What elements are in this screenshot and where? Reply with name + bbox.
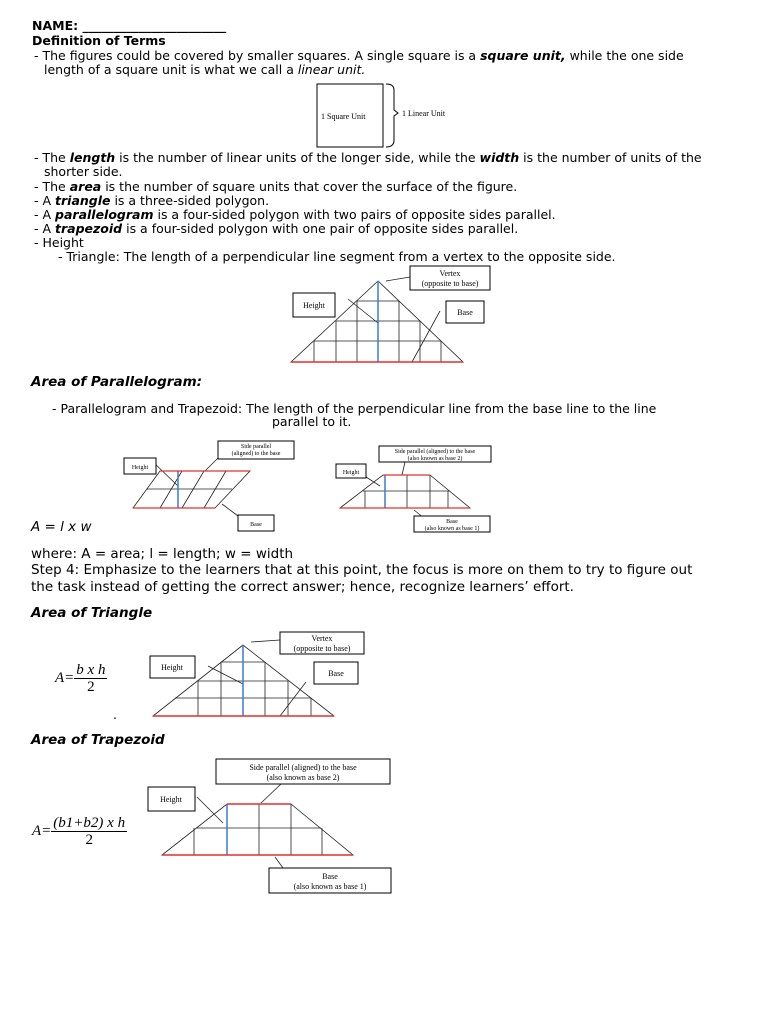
definition-parallelogram: - A parallelogram is a four-sided polygon with two pairs of opposite sides parallel. (34, 207, 556, 222)
parallelogram-side-sub-label: (aligned) to the base (231, 451, 281, 457)
parallelogram-desc-2: parallel to it. (272, 414, 352, 429)
name-label: NAME: _______________________ (32, 18, 227, 33)
trapezoid-small-base-sub-label: (also known as base 1) (424, 526, 480, 532)
definition-height-triangle: - Triangle: The length of a perpendicular line segment from a vertex to the opposite side. (58, 249, 616, 264)
trapezoid-side-label: Side parallel (aligned) to the base (249, 763, 357, 772)
intro-line-1: - The figures could be covered by smaller squares. A single square is a square unit, while the one side (34, 48, 684, 63)
parallelogram-desc-1: - Parallelogram and Trapezoid: The length of the perpendicular line from the base line to the line (52, 401, 657, 416)
triangle-formula: A= $\frac{\text{b x h}}{2}$ (55, 662, 106, 695)
trapezoid-height-label: Height (160, 795, 182, 804)
parallelogram-formula: A = l x w (31, 519, 92, 535)
definition-trapezoid: - A trapezoid is a four-sided polygon with one pair of opposite sides parallel. (34, 221, 519, 236)
parallelogram-side-label: Side parallel (240, 444, 272, 450)
unit-square-figure (312, 80, 472, 150)
triangle-section-title: Area of Triangle (31, 605, 153, 621)
triangle2-base-label: Base (328, 669, 344, 678)
triangle2-vertex-sub-label: (opposite to base) (293, 644, 351, 653)
base-label: Base (457, 308, 473, 317)
vertex-sub-label: (opposite to base) (421, 279, 479, 288)
triangle-formula-denominator: 2 (87, 679, 95, 695)
definition-height: - Height (34, 235, 84, 250)
step-4-line-1: Step 4: Emphasize to the learners that at this point, the focus is more on them to try to figure out (31, 562, 693, 578)
parallelogram-where: where: A = area; l = length; w = width (31, 546, 294, 562)
square-unit-label: 1 Square Unit (321, 112, 366, 121)
definition-length-cont: shorter side. (44, 164, 123, 179)
parallelogram-height-label: Height (131, 465, 149, 471)
trapezoid-base-sub-label: (also known as base 1) (293, 882, 367, 891)
definition-triangle: - A triangle is a three-sided polygon. (34, 193, 270, 208)
trapezoid-formula-denominator: 2 (85, 832, 93, 848)
parallelogram-section-title: Area of Parallelogram: (31, 374, 203, 390)
trapezoid-formula: A= $\frac{\text{(b1+b2) x h}}{2}$ (32, 815, 126, 848)
trapezoid-side-sub-label: (also known as base 2) (266, 773, 340, 782)
trapezoid-area-diagram (145, 757, 395, 897)
triangle-height-diagram (288, 263, 498, 367)
trapezoid-small-diagram (332, 442, 497, 534)
trapezoid-small-side-sub-label: (also known as base 2) (407, 456, 463, 462)
trapezoid-small-base-label: Base (446, 519, 458, 525)
triangle2-height-label: Height (161, 663, 183, 672)
trapezoid-formula-numerator: (b1+b2) x h (53, 815, 126, 831)
triangle-formula-dot: . (113, 707, 117, 722)
intro-line-2: length of a square unit is what we call a linear unit. (44, 62, 366, 77)
definition-area: - The area is the number of square units that cover the surface of the figure. (34, 179, 518, 194)
trapezoid-section-title: Area of Trapezoid (31, 732, 165, 748)
triangle-formula-numerator: b x h (76, 662, 106, 678)
linear-unit-label: 1 Linear Unit (402, 109, 446, 118)
height-label: Height (303, 301, 325, 310)
step-4-line-2: the task instead of getting the correct answer; hence, recognize learners’ effort. (31, 579, 574, 595)
trapezoid-small-height-label: Height (342, 470, 360, 476)
trapezoid-small-side-label: Side parallel (aligned) to the base (394, 449, 476, 455)
vertex-label: Vertex (439, 269, 461, 278)
parallelogram-diagram (120, 438, 305, 533)
parallelogram-base-label: Base (250, 522, 262, 528)
trapezoid-base-label: Base (322, 872, 338, 881)
triangle2-vertex-label: Vertex (311, 634, 333, 643)
definition-length-width: - The length is the number of linear units of the longer side, while the width is the number of units of the (34, 150, 702, 165)
triangle-area-diagram (148, 630, 368, 720)
section-title-definitions: Definition of Terms (32, 33, 166, 48)
